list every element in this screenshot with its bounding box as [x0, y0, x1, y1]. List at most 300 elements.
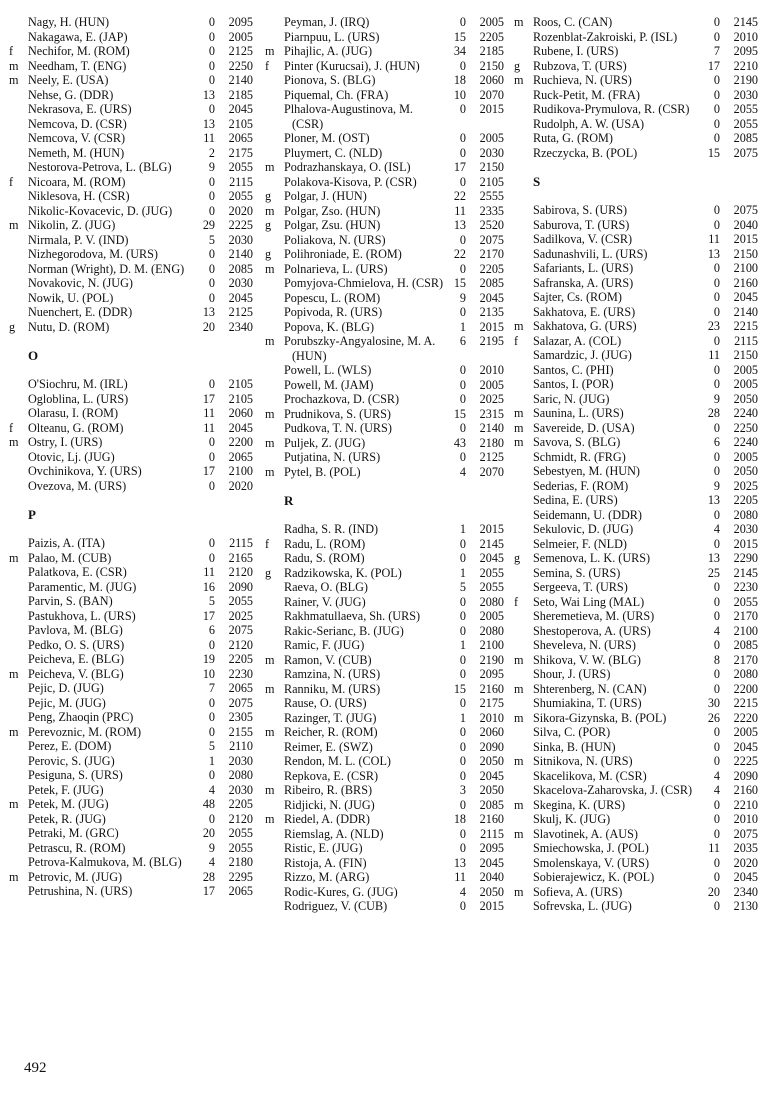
player-name: Seidemann, U. (DDR)	[533, 507, 642, 522]
player-name: Rizzo, M. (ARG)	[284, 870, 370, 884]
rating-value: 2045	[479, 768, 504, 783]
index-entry	[264, 754, 504, 769]
games-count: 0	[713, 725, 720, 739]
rating-value: 2015	[479, 522, 504, 536]
games-count: 0	[208, 174, 215, 189]
games-count: 0	[459, 667, 466, 681]
title-marker: m	[265, 406, 275, 421]
rating-value: 2020	[228, 478, 253, 493]
games-count: 0	[459, 768, 466, 783]
rating-value: 2160	[733, 275, 758, 290]
index-entry	[8, 146, 253, 161]
games-count: 5	[208, 739, 215, 753]
title-marker: g	[514, 551, 521, 565]
games-count: 16	[202, 579, 215, 594]
rating-value: 2020	[733, 855, 758, 870]
player-name: Pihajlic, A. (JUG)	[284, 44, 373, 58]
player-name: Shestoperova, A. (URS)	[533, 623, 651, 638]
index-entry	[264, 15, 504, 30]
player-name: Riemslag, A. (NLD)	[284, 826, 384, 841]
player-name: Radzikowska, K. (POL)	[284, 565, 402, 580]
games-count: 28	[707, 406, 720, 420]
rating-value: 2115	[229, 536, 253, 550]
player-name: Palao, M. (CUB)	[28, 550, 112, 565]
index-entry	[264, 407, 504, 422]
games-count: 17	[707, 58, 720, 73]
player-name: Savereide, D. (USA)	[533, 420, 635, 435]
player-name: Sabirova, S. (URS)	[533, 203, 628, 217]
games-count: 0	[713, 580, 720, 594]
games-count: 5	[459, 580, 466, 594]
rating-value: 2250	[228, 58, 253, 73]
games-count: 0	[208, 710, 215, 724]
games-count: 0	[208, 247, 215, 261]
rating-value: 2140	[228, 73, 253, 87]
games-count: 0	[713, 855, 720, 870]
rating-value: 2030	[228, 276, 253, 290]
title-marker: m	[265, 652, 275, 667]
player-name: Nemcova, V. (CSR)	[28, 131, 126, 145]
rating-value: 2065	[228, 131, 253, 145]
player-name: Piquemal, Ch. (FRA)	[284, 87, 389, 102]
games-count: 0	[713, 116, 720, 131]
games-count: 9	[208, 160, 215, 174]
index-entry	[8, 435, 253, 450]
games-count: 0	[713, 203, 720, 217]
rating-value: 2070	[479, 464, 504, 479]
player-name: Pejic, M. (JUG)	[28, 695, 106, 710]
title-marker: m	[9, 666, 19, 681]
index-entry	[8, 812, 253, 827]
index-entry	[513, 595, 758, 610]
games-count: 17	[202, 608, 215, 623]
player-name: Needham, T. (ENG)	[28, 58, 127, 73]
player-name: Santos, C. (PHI)	[533, 362, 614, 377]
index-entry	[8, 117, 253, 132]
title-marker: m	[265, 464, 275, 479]
games-count: 13	[202, 116, 215, 131]
player-name: Perovic, S. (JUG)	[28, 753, 115, 768]
index-entry	[513, 783, 758, 798]
index-entry	[513, 812, 758, 827]
index-entry	[8, 102, 253, 117]
games-count: 11	[708, 841, 720, 855]
index-entry	[513, 232, 758, 247]
rating-value: 2305	[228, 710, 253, 724]
rating-value: 2315	[479, 406, 504, 421]
index-entry	[513, 305, 758, 320]
rating-value: 2055	[228, 840, 253, 855]
rating-value: 2005	[479, 131, 504, 145]
title-marker: m	[265, 812, 275, 826]
title-marker: m	[514, 826, 524, 841]
rating-value: 2015	[479, 899, 504, 913]
games-count: 13	[707, 493, 720, 507]
rating-value: 2145	[733, 15, 758, 29]
rating-value: 2035	[733, 841, 758, 855]
index-entry	[264, 334, 504, 363]
player-name: Nestorova-Petrova, L. (BLG)	[28, 160, 172, 174]
rating-value: 2045	[228, 102, 253, 116]
player-name: Rause, O. (URS)	[284, 696, 367, 710]
index-entry	[8, 609, 253, 624]
games-count: 0	[208, 58, 215, 73]
games-count: 0	[208, 44, 215, 58]
player-name: Rudikova-Prymulova, R. (CSR)	[533, 102, 690, 116]
player-name: Sofieva, A. (URS)	[533, 884, 623, 899]
player-name: Sheremetieva, M. (URS)	[533, 609, 655, 623]
rating-value: 2060	[228, 406, 253, 420]
player-name: Petrovic, M. (JUG)	[28, 869, 123, 884]
rating-value: 2030	[733, 522, 758, 536]
rating-value: 2210	[733, 797, 758, 812]
player-name: Popivoda, R. (URS)	[284, 305, 383, 319]
index-entry	[8, 768, 253, 783]
games-count: 0	[459, 754, 466, 768]
index-entry	[8, 710, 253, 725]
player-name: Sekulovic, D. (JUG)	[533, 522, 634, 536]
games-count: 0	[713, 812, 720, 826]
player-name: Sedina, E. (URS)	[533, 493, 618, 507]
games-count: 48	[202, 797, 215, 811]
games-count: 0	[713, 507, 720, 522]
title-marker: m	[514, 884, 524, 899]
player-name: Porubszky-Angyalosine, M. A. (HUN)	[284, 334, 436, 363]
games-count: 0	[459, 797, 466, 812]
games-count: 11	[708, 348, 720, 362]
games-count: 0	[713, 377, 720, 391]
player-name: Parvin, S. (BAN)	[28, 594, 113, 608]
index-entry	[513, 15, 758, 30]
games-count: 0	[713, 362, 720, 377]
games-count: 7	[713, 44, 720, 58]
games-count: 13	[202, 305, 215, 319]
title-marker: m	[265, 203, 275, 218]
player-name: Safranska, A. (URS)	[533, 275, 634, 290]
index-entry	[264, 160, 504, 175]
games-count: 0	[713, 261, 720, 275]
index-entry	[513, 377, 758, 392]
index-entry	[513, 203, 758, 218]
rating-value: 2030	[228, 232, 253, 247]
index-entry	[8, 725, 253, 740]
games-count: 13	[707, 551, 720, 565]
index-entry	[513, 276, 758, 291]
rating-value: 2230	[733, 580, 758, 594]
index-entry	[264, 899, 504, 914]
player-name: Skegina, K. (URS)	[533, 797, 626, 812]
index-entry	[513, 218, 758, 233]
player-name: Otovic, Lj. (JUG)	[28, 449, 115, 464]
rating-value: 2555	[479, 189, 504, 203]
games-count: 0	[208, 550, 215, 565]
index-entry	[264, 73, 504, 88]
index-entry	[513, 638, 758, 653]
index-entry	[264, 696, 504, 711]
games-count: 0	[208, 15, 215, 29]
index-entry	[264, 59, 504, 74]
rating-value: 2520	[479, 218, 504, 232]
games-count: 0	[459, 536, 466, 551]
index-entry	[264, 595, 504, 610]
rating-value: 2010	[479, 710, 504, 725]
player-name: Rainer, V. (JUG)	[284, 594, 366, 609]
player-name: O'Siochru, M. (IRL)	[28, 377, 128, 391]
title-marker: f	[9, 420, 14, 435]
rating-value: 2340	[228, 319, 253, 334]
player-name: Rubzova, T. (URS)	[533, 58, 627, 73]
games-count: 17	[453, 160, 466, 174]
games-count: 0	[459, 841, 466, 855]
index-entry	[8, 233, 253, 248]
rating-value: 2210	[733, 58, 758, 73]
index-entry	[8, 797, 253, 812]
title-marker: g	[265, 189, 272, 203]
player-name: Pinter (Kurucsai), J. (HUN)	[284, 58, 420, 73]
games-count: 2	[208, 145, 215, 160]
games-count: 0	[713, 73, 720, 87]
index-entry	[8, 406, 253, 421]
index-entry	[513, 479, 758, 494]
player-name: Rakic-Serianc, B. (JUG)	[284, 623, 404, 638]
title-marker: m	[514, 406, 524, 420]
rating-value: 2075	[228, 695, 253, 710]
player-name: Niklesova, H. (CSR)	[28, 189, 130, 203]
games-count: 9	[459, 290, 466, 305]
games-count: 0	[713, 609, 720, 623]
rating-value: 2100	[733, 261, 758, 275]
rating-value: 2215	[733, 319, 758, 333]
games-count: 0	[459, 58, 466, 73]
rating-value: 2050	[479, 884, 504, 899]
player-name: Perez, E. (DOM)	[28, 739, 112, 753]
games-count: 19	[202, 652, 215, 666]
player-name: Popova, K. (BLG)	[284, 319, 375, 334]
player-name: Rubene, I. (URS)	[533, 44, 619, 58]
rating-value: 2010	[479, 363, 504, 377]
player-name: Saric, N. (JUG)	[533, 391, 610, 406]
player-name: Sebestyen, M. (HUN)	[533, 464, 640, 478]
index-entry	[513, 856, 758, 871]
index-entry	[513, 899, 758, 914]
games-count: 0	[459, 15, 466, 29]
rating-value: 2115	[229, 174, 253, 189]
player-name: Plhalova-Augustinova, M. (CSR)	[284, 102, 413, 131]
rating-value: 2220	[733, 710, 758, 725]
index-entry	[264, 682, 504, 697]
player-name: Silva, C. (POR)	[533, 725, 611, 739]
player-name: Palatkova, E. (CSR)	[28, 565, 127, 579]
player-name: Radu, L. (ROM)	[284, 536, 366, 551]
player-name: Semina, S. (URS)	[533, 565, 621, 580]
player-name: Saburova, T. (URS)	[533, 217, 630, 232]
rating-value: 2105	[479, 174, 504, 189]
index-entry	[8, 783, 253, 798]
player-name: Ruck-Petit, M. (FRA)	[533, 87, 640, 102]
rating-value: 2120	[228, 565, 253, 579]
games-count: 6	[459, 334, 466, 348]
section-letter-heading: R	[284, 493, 294, 508]
rating-value: 2155	[228, 724, 253, 739]
rating-value: 2060	[479, 725, 504, 739]
index-entry	[8, 855, 253, 870]
index-entry	[8, 59, 253, 74]
section-letter-heading: P	[28, 507, 36, 522]
games-count: 0	[713, 304, 720, 319]
rating-value: 2175	[228, 145, 253, 160]
player-name: Sajter, Cs. (ROM)	[533, 290, 622, 304]
games-count: 20	[202, 319, 215, 334]
index-entry	[8, 15, 253, 30]
title-marker: g	[9, 319, 16, 334]
title-marker: m	[9, 797, 19, 811]
index-entry	[8, 479, 253, 494]
player-name: Petrushina, N. (URS)	[28, 884, 133, 898]
player-name: Nagy, H. (HUN)	[28, 15, 110, 29]
player-name: Neely, E. (USA)	[28, 73, 109, 87]
games-count: 0	[208, 189, 215, 203]
title-marker: m	[9, 435, 19, 449]
index-entry	[264, 378, 504, 393]
index-entry	[8, 870, 253, 885]
player-name: Ridjicki, N. (JUG)	[284, 797, 375, 812]
player-name: Powell, M. (JAM)	[284, 377, 374, 392]
player-name: Ranniku, M. (URS)	[284, 681, 381, 696]
rating-value: 2225	[733, 754, 758, 768]
index-entry	[264, 450, 504, 465]
rating-value: 2335	[479, 203, 504, 218]
games-count: 0	[208, 695, 215, 710]
games-count: 26	[707, 710, 720, 725]
index-entry	[513, 841, 758, 856]
player-name: Rzeczycka, B. (POL)	[533, 145, 638, 160]
title-marker: g	[265, 247, 272, 261]
games-count: 17	[202, 464, 215, 478]
player-name: Shikova, V. W. (BLG)	[533, 652, 641, 667]
player-name: Rodic-Kures, G. (JUG)	[284, 884, 398, 899]
rating-value: 2020	[228, 203, 253, 218]
games-count: 6	[713, 435, 720, 449]
player-name: Nuenchert, E. (DDR)	[28, 305, 133, 319]
player-name: Ramic, F. (JUG)	[284, 638, 365, 652]
title-marker: f	[265, 536, 270, 551]
rating-value: 2085	[228, 261, 253, 276]
index-entry	[264, 827, 504, 842]
title-marker: m	[265, 160, 275, 174]
player-name: Rakhmatullaeva, Sh. (URS)	[284, 609, 421, 623]
index-entry	[513, 725, 758, 740]
index-entry	[8, 739, 253, 754]
games-count: 17	[202, 884, 215, 898]
rating-value: 2080	[733, 667, 758, 681]
rating-value: 2125	[479, 450, 504, 464]
player-name: Reicher, R. (ROM)	[284, 725, 378, 739]
player-name: Shour, J. (URS)	[533, 667, 611, 681]
player-name: Olteanu, G. (ROM)	[28, 420, 124, 435]
games-count: 29	[202, 218, 215, 232]
player-name: Rodriguez, V. (CUB)	[284, 899, 388, 913]
rating-value: 2015	[479, 319, 504, 334]
index-entry	[8, 884, 253, 899]
player-name: Shterenberg, N. (CAN)	[533, 681, 647, 696]
player-name: Roos, C. (CAN)	[533, 15, 613, 29]
player-name: Pluymert, C. (NLD)	[284, 145, 383, 160]
games-count: 0	[713, 638, 720, 652]
games-count: 0	[713, 464, 720, 478]
player-name: Smolenskaya, V. (URS)	[533, 855, 650, 870]
rating-value: 2170	[733, 609, 758, 623]
rating-value: 2045	[733, 739, 758, 754]
games-count: 4	[713, 522, 720, 536]
rating-value: 2050	[479, 754, 504, 768]
rating-value: 2115	[734, 333, 758, 348]
games-count: 0	[459, 623, 466, 638]
rating-value: 2105	[228, 116, 253, 131]
games-count: 0	[713, 275, 720, 290]
index-entry	[8, 30, 253, 45]
rating-value: 2055	[228, 189, 253, 203]
games-count: 11	[203, 406, 215, 420]
player-name: Sergeeva, T. (URS)	[533, 580, 628, 594]
index-entry	[8, 652, 253, 667]
games-count: 13	[453, 218, 466, 232]
index-entry	[8, 580, 253, 595]
games-count: 18	[453, 812, 466, 826]
index-entry	[513, 247, 758, 262]
player-name: Sheveleva, N. (URS)	[533, 638, 636, 652]
rating-value: 2010	[733, 812, 758, 826]
games-count: 0	[713, 594, 720, 609]
games-count: 0	[459, 131, 466, 145]
index-entry	[8, 189, 253, 204]
rating-value: 2125	[228, 305, 253, 319]
games-count: 1	[459, 565, 466, 580]
player-name: Sobierajewicz, K. (POL)	[533, 870, 655, 884]
rating-value: 2140	[479, 421, 504, 435]
games-count: 0	[208, 435, 215, 449]
rating-value: 2010	[733, 29, 758, 44]
title-marker: m	[514, 681, 524, 696]
player-name: Pejic, D. (JUG)	[28, 681, 104, 695]
rating-value: 2105	[228, 391, 253, 406]
section-letter-heading: S	[533, 174, 541, 189]
rating-value: 2015	[479, 102, 504, 116]
player-name: Reimer, E. (SWZ)	[284, 739, 373, 754]
player-name: Nicoara, M. (ROM)	[28, 174, 126, 189]
rating-value: 2225	[228, 218, 253, 232]
games-count: 0	[713, 420, 720, 435]
player-name: Sakhatova, G. (URS)	[533, 319, 637, 333]
player-name: Nakagawa, E. (JAP)	[28, 29, 128, 44]
index-entry	[264, 320, 504, 335]
index-entry	[8, 681, 253, 696]
index-entry	[513, 59, 758, 74]
games-count: 11	[454, 203, 466, 218]
rating-value: 2055	[228, 594, 253, 608]
rating-value: 2145	[479, 536, 504, 551]
games-count: 9	[208, 840, 215, 855]
player-name: Ruta, G. (ROM)	[533, 131, 613, 145]
games-count: 0	[208, 261, 215, 276]
player-name: Petraki, M. (GRC)	[28, 826, 119, 840]
rating-value: 2100	[733, 623, 758, 638]
player-name: Radu, S. (ROM)	[284, 551, 365, 565]
rating-value: 2045	[479, 290, 504, 305]
index-entry	[8, 450, 253, 465]
games-count: 4	[208, 782, 215, 797]
index-entry	[264, 305, 504, 320]
rating-value: 2150	[479, 160, 504, 174]
